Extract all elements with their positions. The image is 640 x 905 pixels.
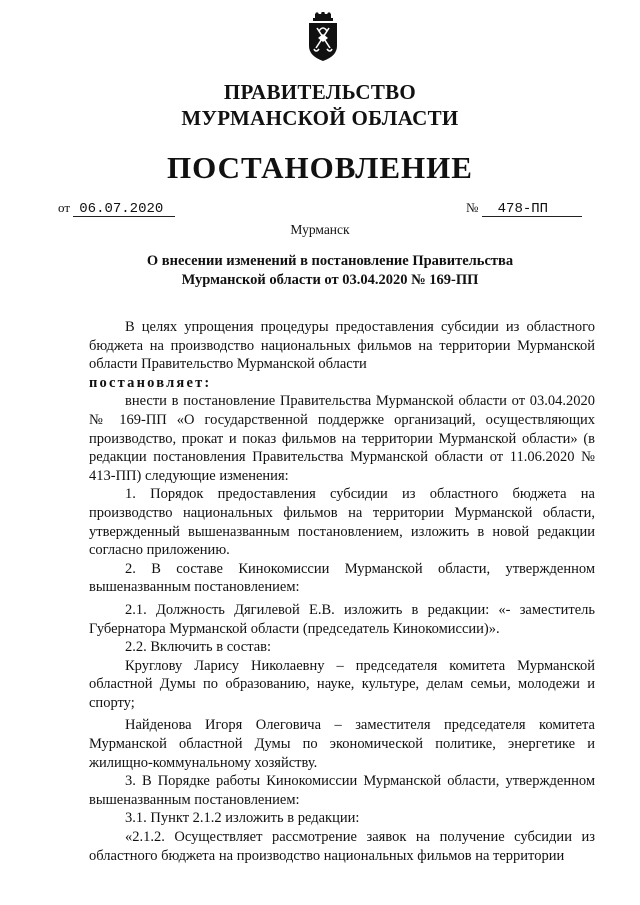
paragraph: 2. В составе Кинокомиссии Мурманской области, утвержденном вышеназванным постановлением: [89, 560, 595, 596]
coat-of-arms-icon [304, 12, 342, 62]
title-line1: О внесении изменений в постановление Правительства [146, 253, 514, 269]
title-line2: Мурманской области от 03.04.2020 № 169-ПП [181, 272, 479, 288]
date-field [58, 200, 175, 217]
resolves-line [89, 374, 595, 393]
paragraph: Круглову Ларису Николаевну – председателя комитета Мурманской областной Думы по образованию, науке, культуре, делам семьи, молодежи и спорту; [89, 657, 595, 711]
number-field [466, 200, 582, 217]
date-prefix: от [58, 200, 71, 215]
intro-text: В целях упрощения процедуры предоставления субсидии из областного бюджета на производство национальных фильмов на территории Мурманской области Правительство Мурманской области [89, 319, 595, 373]
paragraph: 3. В Порядке работы Кинокомиссии Мурманской области, утвержденном вышеназванным постановлением: [89, 773, 595, 808]
crown-icon [313, 12, 333, 21]
org-name-line2: МУРМАНСКОЙ ОБЛАСТИ [181, 106, 459, 130]
number-prefix: № [466, 200, 479, 215]
document-type: ПОСТАНОВЛЕНИЕ [167, 150, 473, 185]
paragraph: 2.2. Включить в состав: [125, 639, 272, 656]
paragraph: 2.1. Должность Дягилевой Е.В. изложить в редакции: «- заместитель Губернатора Мурманской области (председатель Кинокомиссии)». [89, 601, 595, 637]
intro-paragraph [89, 318, 595, 374]
resolves-word: постановляет: [89, 374, 212, 391]
org-name-line1: ПРАВИТЕЛЬСТВО [223, 80, 417, 104]
document-title [120, 252, 540, 290]
paragraph: 3.1. Пункт 2.1.2 изложить в редакции: [125, 810, 360, 827]
number-value: 478-ПП [482, 202, 582, 217]
paragraph: 1. Порядок предоставления субсидии из областного бюджета на производство национальных фильмов на территории Мурманской области, утвержденный вышеназванным постановлением, изложить в новой редакции согласно приложению. [89, 486, 595, 559]
paragraph: «2.1.2. Осуществляет рассмотрение заявок на получение субсидии из областного бюджета на производство национальных фильмов на территории [89, 829, 595, 864]
paragraph: Найденова Игоря Олеговича – заместителя председателя комитета Мурманской областной Думы по экономической политике, энергетике и жилищно-коммунальному хозяйству. [89, 717, 595, 771]
paragraph: внести в постановление Правительства Мурманской области от 03.04.2020 № 169-ПП «О государственной поддержке организаций, осуществляющих производство, прокат и показ фильмов на территории Мурманской области» (в редакции постановления Правительства Мурманской области от 11.06.2020 № 413-ПП) следующие изменения: [89, 393, 595, 484]
city: Мурманск [290, 222, 350, 237]
date-value: 06.07.2020 [73, 202, 175, 217]
document-body [89, 318, 595, 865]
